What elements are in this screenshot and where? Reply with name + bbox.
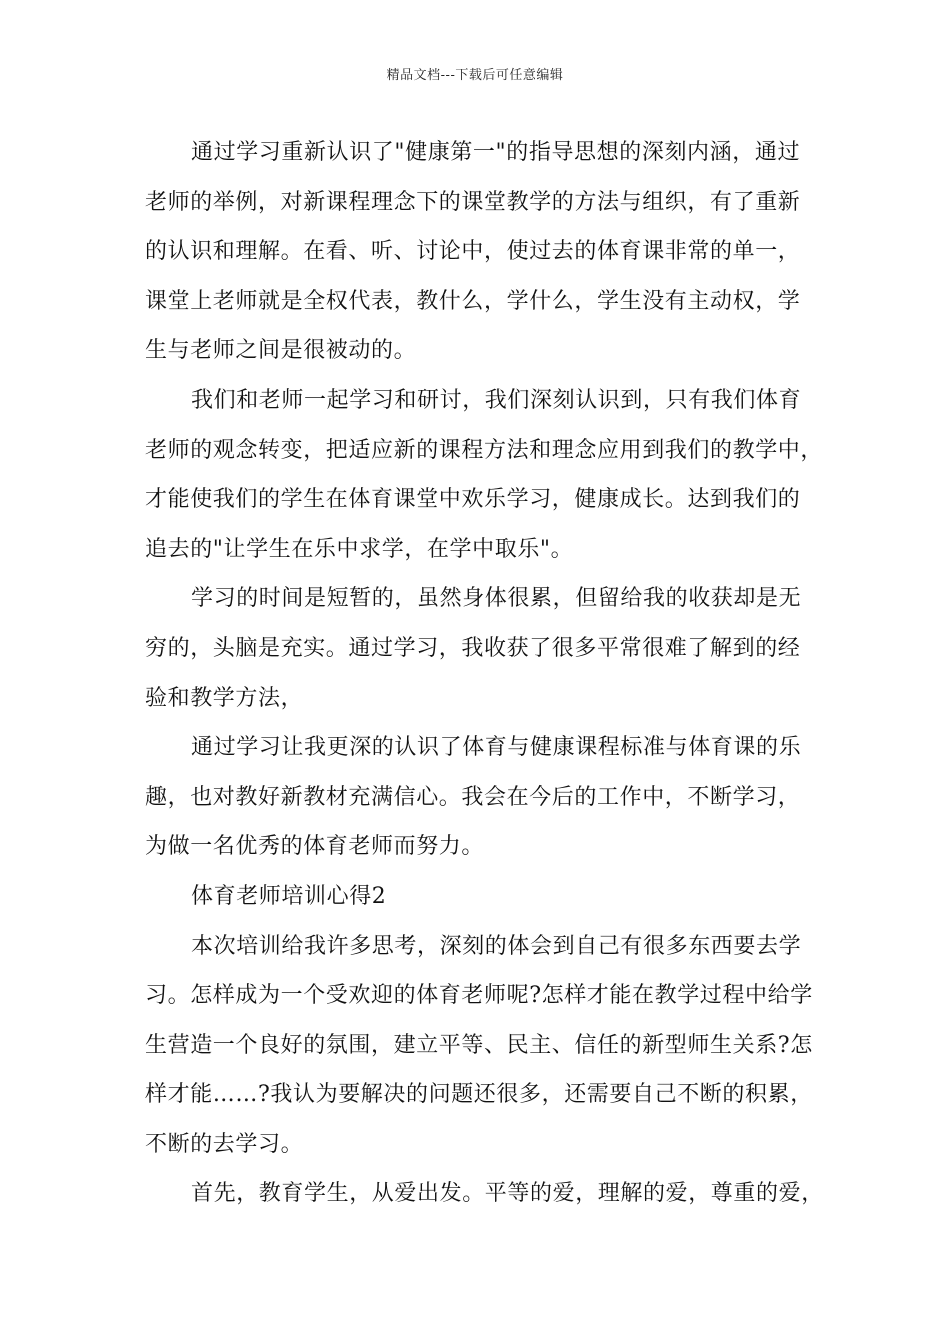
paragraph-line: 通过学习重新认识了"健康第一"的指导思想的深刻内涵，通过 xyxy=(191,140,801,165)
body-text xyxy=(145,128,835,1219)
paragraph-line: 学习的时间是短暂的，虽然身体很累，但留给我的收获却是无 xyxy=(191,586,802,612)
paragraph-line: 为做一名优秀的体育老师而努力。 xyxy=(145,834,485,860)
paragraph-line: 我们和老师一起学习和研讨，我们深刻认识到，只有我们体育 xyxy=(191,387,802,413)
paragraph-line: 趣，也对教好新教材充满信心。我会在今后的工作中，不断学习， xyxy=(145,784,801,810)
paragraph-line: 本次培训给我许多思考，深刻的体会到自己有很多东西要去学 xyxy=(191,933,802,959)
paragraph-line: 课堂上老师就是全权代表，教什么，学什么，学生没有主动权，学 xyxy=(145,288,801,314)
paragraph-line: 追去的"让学生在乐中求学，在学中取乐"。 xyxy=(145,536,574,562)
paragraph-line: 不断的去学习。 xyxy=(145,1131,304,1157)
paragraph-line: 样才能……?我认为要解决的问题还很多，还需要自己不断的积累， xyxy=(145,1082,813,1108)
paragraph-line: 习。怎样成为一个受欢迎的体育老师呢?怎样才能在教学过程中给学 xyxy=(145,983,813,1009)
paragraph-line: 的认识和理解。在看、听、讨论中，使过去的体育课非常的单一， xyxy=(145,239,801,265)
page-header: 精品文档---下载后可任意编辑 xyxy=(386,68,564,83)
paragraph-line: 生与老师之间是很被动的。 xyxy=(145,338,417,364)
paragraph-line: 首先，教育学生，从爱出发。平等的爱，理解的爱，尊重的爱， xyxy=(191,1181,824,1207)
section-heading: 体育老师培训心得2 xyxy=(191,883,387,909)
paragraph-line: 才能使我们的学生在体育课堂中欢乐学习，健康成长。达到我们的 xyxy=(145,487,801,513)
paragraph-line: 老师的观念转变，把适应新的课程方法和理念应用到我们的教学中， xyxy=(145,437,824,463)
paragraph-line: 穷的，头脑是充实。通过学习，我收获了很多平常很难了解到的经 xyxy=(145,635,801,661)
paragraph-line: 验和教学方法， xyxy=(145,685,304,711)
paragraph-line: 生营造一个良好的氛围，建立平等、民主、信任的新型师生关系?怎 xyxy=(145,1032,813,1058)
paragraph-line: 通过学习让我更深的认识了体育与健康课程标准与体育课的乐 xyxy=(191,735,802,761)
paragraph-line: 老师的举例，对新课程理念下的课堂教学的方法与组织，有了重新 xyxy=(145,189,801,215)
